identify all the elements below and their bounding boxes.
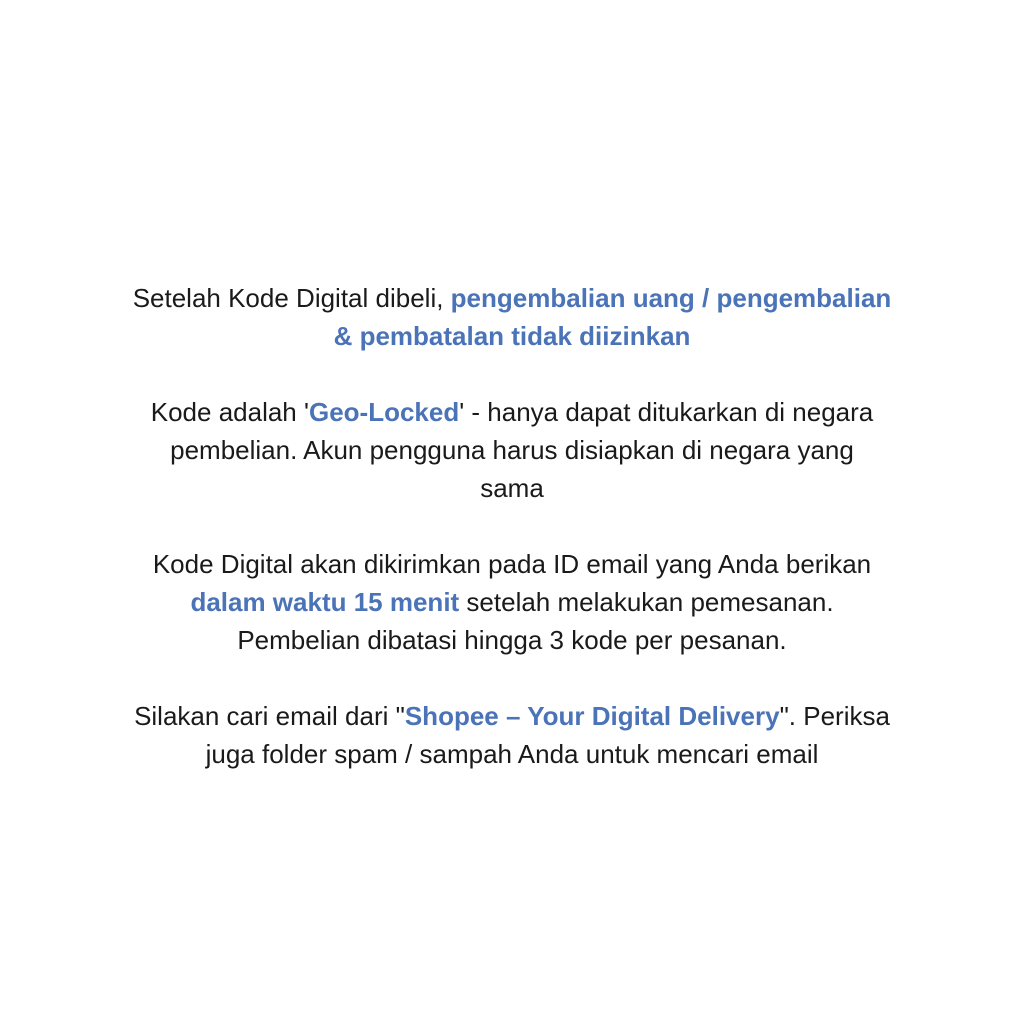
delivery-time-highlight: dalam waktu 15 menit [190, 587, 460, 617]
geo-locked-text-a: Kode adalah ' [150, 397, 309, 427]
email-search-text-b: ". Periksa [779, 701, 890, 731]
email-search-paragraph [0, 697, 1024, 773]
purchase-limit-line: Pembelian dibatasi hingga 3 kode per pesanan. [237, 625, 787, 655]
email-sender-highlight: Shopee – Your Digital Delivery [404, 701, 780, 731]
delivery-time-line-1: Kode Digital akan dikirimkan pada ID email yang Anda berikan [152, 549, 872, 579]
delivery-time-line-2 [64, 583, 960, 621]
delivery-time-paragraph [0, 545, 1024, 659]
no-refund-line-1 [64, 279, 960, 317]
no-refund-highlight-2: & pembatalan tidak diizinkan [333, 321, 691, 351]
geo-locked-line-1 [64, 393, 960, 431]
no-refund-highlight-1: pengembalian uang / pengembalian [450, 283, 892, 313]
email-search-line-2: juga folder spam / sampah Anda untuk mencari email [205, 739, 819, 769]
digital-code-notice [0, 279, 1024, 773]
geo-locked-highlight: Geo-Locked [308, 397, 460, 427]
no-refund-text: Setelah Kode Digital dibeli, [132, 283, 451, 313]
geo-locked-line-3: sama [480, 473, 544, 503]
email-search-line-1 [64, 697, 960, 735]
no-refund-paragraph [0, 279, 1024, 355]
delivery-time-text: setelah melakukan pemesanan. [459, 587, 834, 617]
email-search-text-a: Silakan cari email dari " [134, 701, 405, 731]
geo-locked-line-2: pembelian. Akun pengguna harus disiapkan di negara yang [170, 435, 854, 465]
geo-locked-text-b: ' - hanya dapat ditukarkan di negara [459, 397, 874, 427]
geo-locked-paragraph [0, 393, 1024, 507]
